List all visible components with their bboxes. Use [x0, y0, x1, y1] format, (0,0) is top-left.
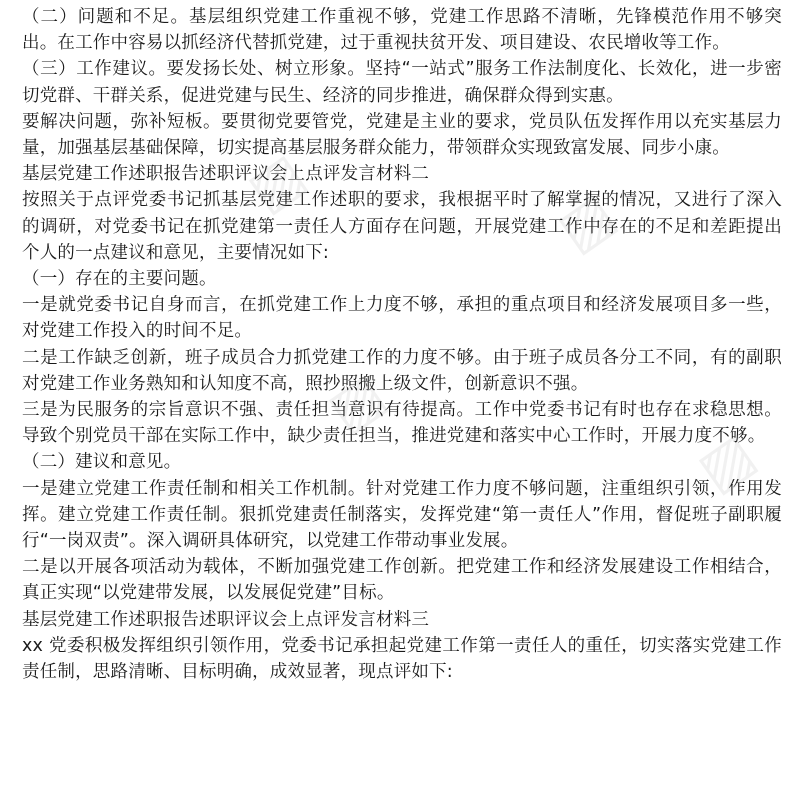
paragraph-problem-2: 二是工作缺乏创新，班子成员合力抓党建工作的力度不够。由于班子成员各分工不同，有的副职对党建工作业务熟知和认知度不高，照抄照搬上级文件，创新意识不强。 [22, 347, 782, 394]
paragraph-problems: （二）问题和不足。基层组织党建工作重视不够，党建工作思路不清晰，先锋模范作用不够突出。在工作中容易以抓经济代替抓党建，过于重视扶贫开发、项目建设、农民增收等工作。 [22, 7, 782, 54]
watermark-mark: ▨ [686, 420, 767, 505]
paragraph-problem-3: 三是为民服务的宗旨意识不强、责任担当意识有待提高。工作中党委书记有时也存在求稳思想。导致个别党员干部在实际工作中，缺少责任担当，推进党建和落实中心工作时，开展力度不够。 [22, 400, 782, 447]
subheading-advice: （二）建议和意见。 [22, 452, 182, 473]
watermark-mark: ▨ [316, 360, 397, 445]
paragraph-material-3-intro: xx 党委积极发挥组织引领作用，党委书记承担起党建工作第一责任人的重任，切实落实党建工作责任制，思路清晰、目标明确，成效显著，现点评如下: [22, 635, 782, 683]
paragraph-problem-1: 一是就党委书记自身而言，在抓党建工作上力度不够，承担的重点项目和经济发展项目多一些，对党建工作投入的时间不足。 [22, 295, 782, 342]
paragraph-suggestions: （三）工作建议。要发扬长处、树立形象。坚持“一站式”服务工作法制度化、长效化，进一步密切党群、干群关系，促进党建与民生、经济的同步推进，确保群众得到实惠。 [22, 59, 782, 106]
subheading-main-problems: （一）存在的主要问题。 [22, 269, 217, 290]
watermark-mark: ▨ [236, 140, 317, 225]
paragraph-advice-2: 二是以开展各项活动为载体，不断加强党建工作创新。把党建工作和经济发展建设工作相结合，真正实现“以党建带发展，以发展促党建”目标。 [22, 557, 782, 604]
section-heading-material-2: 基层党建工作述职报告述职评议会上点评发言材料二 [22, 164, 430, 185]
paragraph-solve-problems: 要解决问题，弥补短板。要贯彻党要管党，党建是主业的要求，党员队伍发挥作用以充实基层力量，加强基层基础保障，切实提高基层服务群众能力，带领群众实现致富发展、同步小康。 [22, 111, 782, 159]
paragraph-advice-1: 一是建立党建工作责任制和相关工作机制。针对党建工作力度不够问题，注重组织引领，作用发挥。建立党建工作责任制。狠抓党建责任制落实，发挥党建“第一责任人”作用，督促班子副职履行“一岗双责”。深入调研具体研究，以党建工作带动事业发展。 [22, 478, 782, 552]
section-heading-material-3: 基层党建工作述职报告述职评议会上点评发言材料三 [22, 609, 430, 630]
watermark-mark: ▨ [546, 180, 627, 265]
document-body [22, 4, 782, 685]
paragraph-intro: 按照关于点评党委书记抓基层党建工作述职的要求，我根据平时了解掌握的情况，又进行了深入的调研，对党委书记在抓党建第一责任人方面存在问题，开展党建工作中存在的不足和差距提出个人的一点建议和意见，主要情况如下: [22, 190, 782, 263]
